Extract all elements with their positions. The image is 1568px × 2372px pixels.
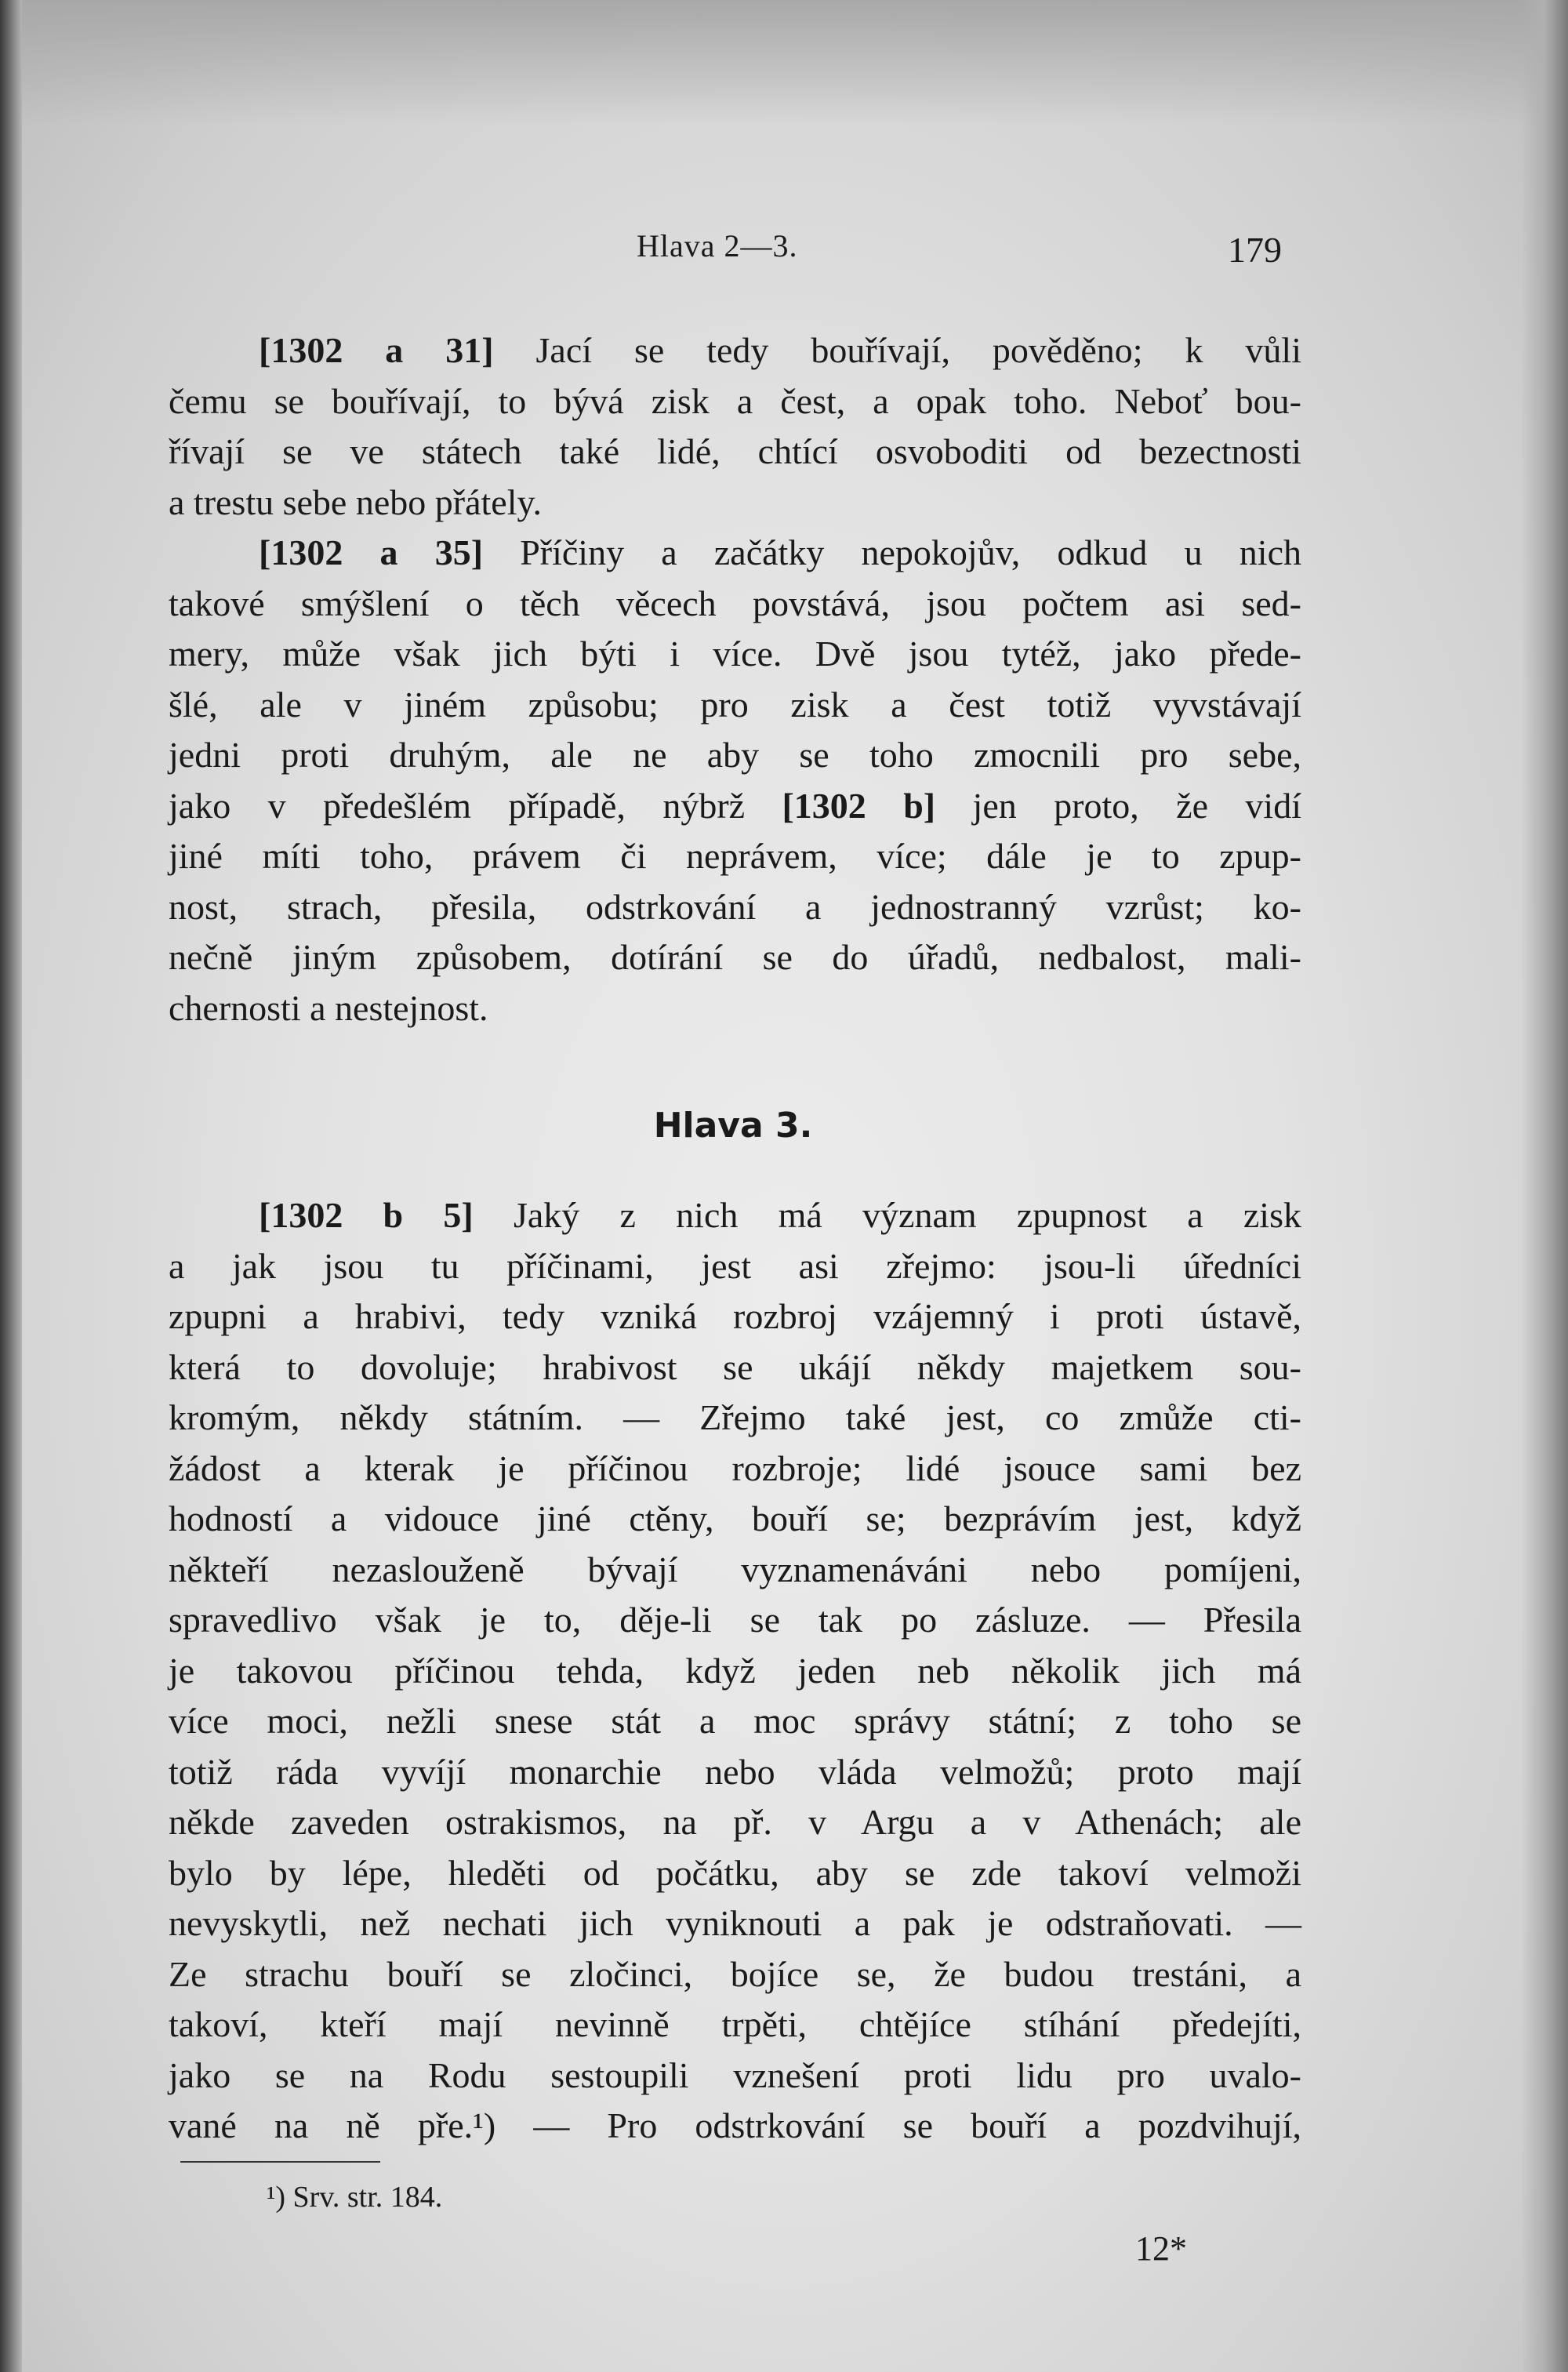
text-line: bylo by lépe, hleděti od počátku, aby se zde takoví velmoži bbox=[169, 1852, 1301, 1893]
text-line: někteří nezaslouženě bývají vyznamenáváni nebo pomíjeni, bbox=[169, 1549, 1301, 1589]
text-line: je takovou příčinou tehda, když jeden neb několik jich má bbox=[169, 1650, 1301, 1691]
chapter-heading: Hlava 3. bbox=[653, 1106, 813, 1146]
text-line: [1302 b 5] Jaký z nich má význam zpupnost a zisk bbox=[259, 1195, 1301, 1235]
text-line: nost, strach, přesila, odstrkování a jednostranný vzrůst; ko- bbox=[169, 886, 1301, 927]
text-line: šlé, ale v jiném způsobu; pro zisk a čest totiž vyvstávají bbox=[169, 684, 1301, 725]
section-ref: [1302 b] bbox=[782, 785, 936, 826]
text-line: Ze strachu bouří se zločinci, bojíce se, že budou trestáni, a bbox=[169, 1953, 1301, 1994]
text-line: spravedlivo však je to, děje-li se tak po zásluze. — Přesila bbox=[169, 1600, 1301, 1640]
text-line: více moci, nežli snese stát a moc správy státní; z toho se bbox=[169, 1701, 1301, 1741]
text-line: takové smýšlení o těch věcech povstává, jsou počtem asi sed- bbox=[169, 583, 1301, 623]
text-line: zpupni a hrabivi, tedy vzniká rozbroj vzájemný i proti ústavě, bbox=[169, 1296, 1301, 1336]
text-line: jiné míti toho, právem či neprávem, více; dále je to zpup- bbox=[169, 836, 1301, 876]
text-line: někde zaveden ostrakismos, na př. v Argu a v Athenách; ale bbox=[169, 1802, 1301, 1842]
chapter2-text bbox=[169, 325, 1301, 1033]
text-line: čemu se bouřívají, to bývá zisk a čest, a opak toho. Neboť bou- bbox=[169, 380, 1301, 421]
text-line: hodností a vidouce jiné ctěny, bouří se; bezprávím jest, když bbox=[169, 1498, 1301, 1538]
scan-right-edge bbox=[1521, 0, 1568, 2372]
text-line: a trestu sebe nebo přátely. bbox=[169, 481, 542, 522]
text-line: vané na ně pře.¹) — Pro odstrkování se bouří a pozdvihují, bbox=[169, 2105, 1301, 2145]
text-line: nečně jiným způsobem, dotírání se do úřadů, nedbalost, mali- bbox=[169, 937, 1301, 977]
chapter3-text bbox=[169, 1190, 1301, 2152]
text-line: jedni proti druhým, ale ne aby se toho zmocnili pro sebe, bbox=[169, 735, 1301, 775]
text-line: která to dovoluje; hrabivost se ukájí někdy majetkem sou- bbox=[169, 1346, 1301, 1387]
section-ref: [1302 b 5] bbox=[259, 1195, 474, 1235]
text-line: jako v předešlém případě, nýbrž [1302 b] jen proto, že vidí bbox=[169, 785, 1301, 826]
text-line: žádost a kterak je příčinou rozbroje; lidé jsouce sami bez bbox=[169, 1448, 1301, 1488]
printer-signature-mark: 12* bbox=[1135, 2229, 1187, 2268]
text-line: takoví, kteří mají nevinně trpěti, chtějíce stíhání předejíti, bbox=[169, 2004, 1301, 2044]
footnote: ¹) Srv. str. 184. bbox=[267, 2181, 443, 2214]
section-ref: [1302 a 31] bbox=[259, 330, 494, 370]
text-line: [1302 a 35] Příčiny a začátky nepokojův, odkud u nich bbox=[259, 532, 1301, 572]
running-head: Hlava 2—3. bbox=[637, 228, 798, 263]
text-line: kromým, někdy státním. — Zřejmo také jest, co zmůže cti- bbox=[169, 1397, 1301, 1437]
footnote-divider bbox=[180, 2161, 380, 2163]
text-line: chernosti a nestejnost. bbox=[169, 987, 488, 1028]
scan-top-shadow bbox=[0, 0, 1568, 125]
text-line: totiž ráda vyvíjí monarchie nebo vláda velmožů; proto mají bbox=[169, 1751, 1301, 1792]
section-ref: [1302 a 35] bbox=[259, 532, 484, 572]
text-line: [1302 a 31] Jací se tedy bouřívají, pověděno; k vůli bbox=[259, 330, 1301, 370]
text-line: mery, může však jich býti i více. Dvě jsou tytéž, jako přede- bbox=[169, 634, 1301, 674]
text-line: nevyskytli, než nechati jich vyniknouti a pak je odstraňovati. — bbox=[169, 1903, 1301, 1943]
text-line: jako se na Rodu sestoupili vznešení proti lidu pro uvalo- bbox=[169, 2054, 1301, 2095]
page-number: 179 bbox=[1228, 230, 1282, 270]
text-line: řívají se ve státech také lidé, chtící osvoboditi od bezectnosti bbox=[169, 431, 1301, 471]
scan-left-edge bbox=[0, 0, 22, 2372]
text-line: a jak jsou tu příčinami, jest asi zřejmo: jsou-li úředníci bbox=[169, 1245, 1301, 1286]
